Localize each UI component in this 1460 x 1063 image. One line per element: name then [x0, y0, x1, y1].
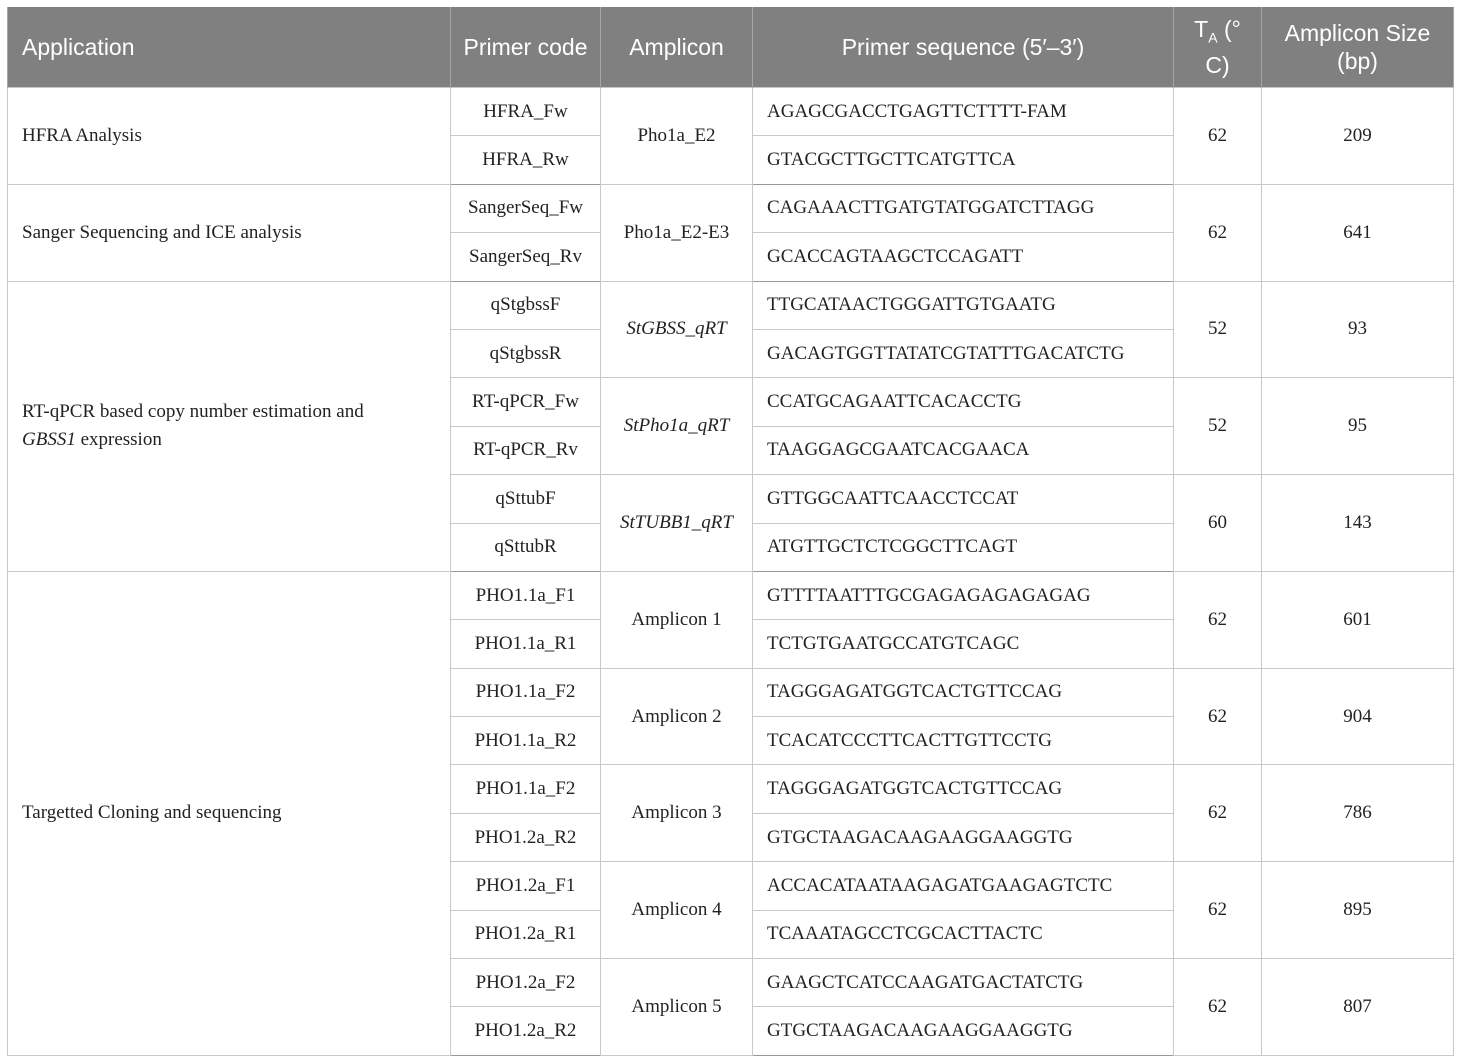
- primer-code-cell: PHO1.2a_F1: [451, 862, 601, 910]
- application-cell: [8, 571, 451, 1055]
- header-amplicon-size: Amplicon Size (bp): [1262, 7, 1454, 88]
- amplicon-size-cell: 807: [1262, 959, 1454, 1056]
- primer-sequence-cell: CAGAAACTTGATGTATGGATCTTAGG: [753, 184, 1174, 232]
- amplicon-cell: Amplicon 1: [601, 571, 753, 668]
- primer-sequence-cell: CCATGCAGAATTCACACCTG: [753, 378, 1174, 426]
- annealing-temperature-cell: 52: [1174, 378, 1262, 475]
- amplicon-size-cell: 786: [1262, 765, 1454, 862]
- application-cell: [8, 184, 451, 281]
- application-gene-name: GBSS1: [22, 429, 76, 451]
- primer-sequence-cell: GCACCAGTAAGCTCCAGATT: [753, 233, 1174, 281]
- primer-code-cell: PHO1.1a_R2: [451, 717, 601, 765]
- annealing-temperature-cell: 52: [1174, 281, 1262, 378]
- ta-subscript: A: [1208, 29, 1218, 46]
- amplicon-size-cell: 641: [1262, 184, 1454, 281]
- amplicon-cell: Pho1a_E2: [601, 88, 753, 185]
- amplicon-cell: StGBSS_qRT: [601, 281, 753, 378]
- primer-code-cell: qStgbssR: [451, 329, 601, 377]
- table-row: [8, 281, 1454, 329]
- primer-code-cell: PHO1.1a_F2: [451, 668, 601, 716]
- amplicon-cell: Amplicon 4: [601, 862, 753, 959]
- annealing-temperature-cell: 62: [1174, 88, 1262, 185]
- primer-code-cell: HFRA_Fw: [451, 88, 601, 136]
- table-row: [8, 571, 1454, 619]
- annealing-temperature-cell: 62: [1174, 571, 1262, 668]
- application-text: Targetted Cloning and sequencing: [22, 802, 282, 824]
- ta-unit: (° C): [1205, 15, 1241, 79]
- annealing-temperature-cell: 62: [1174, 959, 1262, 1056]
- amplicon-size-cell: 93: [1262, 281, 1454, 378]
- header-primer-code: Primer code: [451, 7, 601, 88]
- table-row: [8, 184, 1454, 232]
- primer-code-cell: PHO1.2a_R2: [451, 1007, 601, 1056]
- application-cell: [8, 88, 451, 185]
- primer-sequence-cell: GTGCTAAGACAAGAAGGAAGGTG: [753, 1007, 1174, 1056]
- primer-sequence-cell: TCTGTGAATGCCATGTCAGC: [753, 620, 1174, 668]
- table-row: [8, 88, 1454, 136]
- amplicon-cell: Amplicon 5: [601, 959, 753, 1056]
- primer-sequence-cell: GTGCTAAGACAAGAAGGAAGGTG: [753, 813, 1174, 861]
- header-row: [8, 7, 1454, 88]
- primer-sequence-cell: TAGGGAGATGGTCACTGTTCCAG: [753, 668, 1174, 716]
- primer-code-cell: RT-qPCR_Fw: [451, 378, 601, 426]
- amplicon-cell: StTUBB1_qRT: [601, 475, 753, 572]
- primer-sequence-cell: GACAGTGGTTATATCGTATTTGACATCTG: [753, 329, 1174, 377]
- amplicon-cell: Amplicon 3: [601, 765, 753, 862]
- annealing-temperature-cell: 62: [1174, 765, 1262, 862]
- primer-code-cell: HFRA_Rw: [451, 136, 601, 184]
- primer-code-cell: PHO1.1a_F2: [451, 765, 601, 813]
- primer-sequence-cell: TCACATCCCTTCACTTGTTCCTG: [753, 717, 1174, 765]
- amplicon-size-cell: 143: [1262, 475, 1454, 572]
- amplicon-size-cell: 95: [1262, 378, 1454, 475]
- annealing-temperature-cell: 62: [1174, 668, 1262, 765]
- application-text: RT-qPCR based copy number estimation and: [22, 401, 364, 423]
- primer-code-cell: PHO1.2a_R2: [451, 813, 601, 861]
- annealing-temperature-cell: 62: [1174, 184, 1262, 281]
- amplicon-size-cell: 904: [1262, 668, 1454, 765]
- primer-code-cell: SangerSeq_Rv: [451, 233, 601, 281]
- annealing-temperature-cell: 62: [1174, 862, 1262, 959]
- primer-sequence-cell: ATGTTGCTCTCGGCTTCAGT: [753, 523, 1174, 571]
- primer-sequence-cell: GAAGCTCATCCAAGATGACTATCTG: [753, 959, 1174, 1007]
- primer-code-cell: qStgbssF: [451, 281, 601, 329]
- header-primer-sequence: Primer sequence (5′–3′): [753, 7, 1174, 88]
- header-amplicon: Amplicon: [601, 7, 753, 88]
- amplicon-cell: Amplicon 2: [601, 668, 753, 765]
- amplicon-size-cell: 209: [1262, 88, 1454, 185]
- ta-symbol: T: [1194, 15, 1209, 42]
- annealing-temperature-cell: 60: [1174, 475, 1262, 572]
- application-text: HFRA Analysis: [22, 124, 142, 146]
- primer-table: [7, 7, 1454, 1056]
- application-text: Sanger Sequencing and ICE analysis: [22, 221, 302, 243]
- header-annealing-temperature: [1174, 7, 1262, 88]
- primer-code-cell: SangerSeq_Fw: [451, 184, 601, 232]
- primer-sequence-cell: ACCACATAATAAGAGATGAAGAGTCTC: [753, 862, 1174, 910]
- primer-sequence-cell: TAAGGAGCGAATCACGAACA: [753, 426, 1174, 474]
- primer-sequence-cell: GTTTTAATTTGCGAGAGAGAGAGAG: [753, 571, 1174, 619]
- primer-code-cell: qSttubF: [451, 475, 601, 523]
- primer-sequence-cell: GTTGGCAATTCAACCTCCAT: [753, 475, 1174, 523]
- amplicon-cell: Pho1a_E2-E3: [601, 184, 753, 281]
- application-text-tail: expression: [75, 429, 162, 451]
- primer-code-cell: PHO1.2a_R1: [451, 910, 601, 958]
- primer-sequence-cell: TTGCATAACTGGGATTGTGAATG: [753, 281, 1174, 329]
- amplicon-cell: StPho1a_qRT: [601, 378, 753, 475]
- primer-code-cell: PHO1.1a_F1: [451, 571, 601, 619]
- primer-sequence-cell: TCAAATAGCCTCGCACTTACTC: [753, 910, 1174, 958]
- primer-sequence-cell: GTACGCTTGCTTCATGTTCA: [753, 136, 1174, 184]
- primer-code-cell: PHO1.1a_R1: [451, 620, 601, 668]
- primer-code-cell: PHO1.2a_F2: [451, 959, 601, 1007]
- application-cell: [8, 281, 451, 571]
- primer-code-cell: qSttubR: [451, 523, 601, 571]
- primer-sequence-cell: AGAGCGACCTGAGTTCTTTT-FAM: [753, 88, 1174, 136]
- primer-code-cell: RT-qPCR_Rv: [451, 426, 601, 474]
- amplicon-size-cell: 895: [1262, 862, 1454, 959]
- header-application: Application: [8, 7, 451, 88]
- primer-sequence-cell: TAGGGAGATGGTCACTGTTCCAG: [753, 765, 1174, 813]
- amplicon-size-cell: 601: [1262, 571, 1454, 668]
